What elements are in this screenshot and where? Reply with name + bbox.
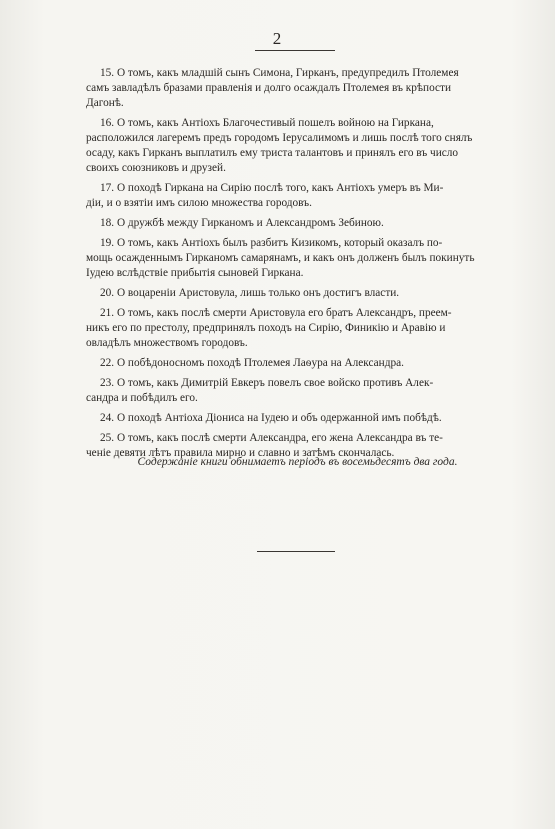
contents-entry (86, 181, 526, 211)
contents-entry-line: 16. О томъ, какъ Антіохъ Благочестивый пошелъ войною на Гиркана, (100, 117, 434, 129)
contents-entry (86, 356, 526, 371)
contents-entry (86, 286, 526, 301)
contents-entry-line: 25. О томъ, какъ послѣ смерти Александра, его жена Александра въ те- (100, 432, 443, 444)
contents-entry-line: 22. О побѣдоносномъ походѣ Птолемея Лаѳура на Александра. (100, 357, 404, 369)
contents-entry-line: мощь осажденнымъ Гирканомъ самарянамъ, и какъ онъ долженъ былъ покинуть (86, 252, 475, 264)
contents-entry-line: 21. О томъ, какъ послѣ смерти Аристовула его братъ Александръ, преем- (100, 307, 452, 319)
contents-entry-line: 23. О томъ, какъ Димитрій Евкеръ повелъ свое войско противъ Алек- (100, 377, 434, 389)
contents-entry-line: 24. О походѣ Антіоха Діониса на Іудею и объ одержанной имъ побѣдѣ. (100, 412, 442, 424)
contents-entry (86, 236, 526, 281)
contents-entry-line: никъ его по престолу, предпринялъ походъ на Сирію, Финикію и Аравію и (86, 322, 446, 334)
contents-entry (86, 66, 526, 111)
contents-entry-line: сандра и побѣдилъ его. (86, 392, 198, 404)
contents-entry-line: самъ завладѣлъ бразами правленія и долго осаждалъ Птолемея въ крѣпости (86, 82, 452, 94)
contents-entry (86, 216, 526, 231)
contents-entry-line: своихъ союзниковъ и друзей. (86, 162, 226, 174)
contents-entry-line: расположился лагеремъ предъ городомъ Іерусалимомъ и лишь послѣ того снялъ (86, 132, 473, 144)
top-divider (255, 50, 335, 51)
contents-entry-line: Дагонѣ. (86, 97, 124, 109)
bottom-divider (257, 551, 335, 552)
contents-entry-line: 20. О воцареніи Аристовула, лишь только онъ достигъ власти. (100, 287, 400, 299)
contents-entry-line: овладѣлъ множествомъ городовъ. (86, 337, 248, 349)
contents-entry-line: 17. О походѣ Гиркана на Сирію послѣ того, какъ Антіохъ умеръ въ Ми- (100, 182, 444, 194)
contents-entry (86, 376, 526, 406)
contents-entry (86, 306, 526, 351)
contents-entry-line: ченіе девяти лѣтъ правила мирно и славно и затѣмъ скончалась. (86, 447, 395, 459)
contents-entry-line: осаду, какъ Гирканъ выплатилъ ему триста талантовъ и принялъ его въ число (86, 147, 459, 159)
contents-entry-line: 18. О дружбѣ между Гирканомъ и Александромъ Зебиною. (100, 217, 384, 229)
page-number: 2 (272, 29, 283, 48)
contents-entry-line: 19. О томъ, какъ Антіохъ былъ разбитъ Кизикомъ, который оказалъ по- (100, 237, 443, 249)
contents-entry (86, 411, 526, 426)
contents-entry (86, 116, 526, 176)
contents-entry-line: 15. О томъ, какъ младшій сынъ Симона, Гирканъ, предупредилъ Птолемея (100, 67, 459, 79)
contents-entry-line: діи, и о взятіи имъ силою множества городовъ. (86, 197, 312, 209)
book-summary: Содержаніе книги обнимаетъ періодъ въ восемьдесятъ два года. (137, 456, 458, 468)
contents-entry-line: Іудею вслѣдствіе прибытія сыновей Гиркана. (86, 267, 304, 279)
table-of-contents (86, 66, 526, 466)
